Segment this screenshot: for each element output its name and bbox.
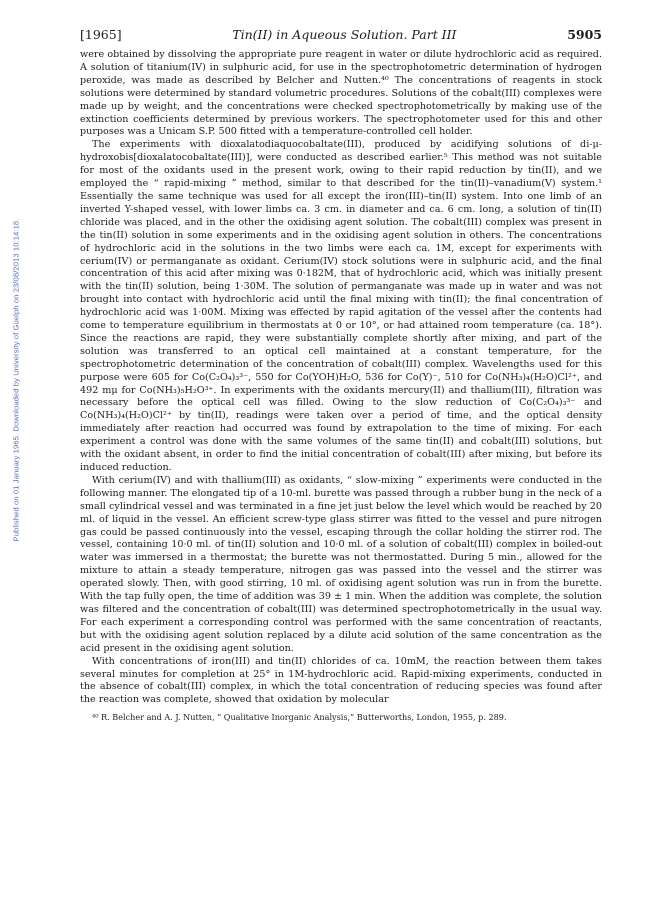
header-page-number: 5905 [567,27,602,42]
header-year: [1965] [80,27,122,42]
sidebar-note-text: Published on 01 January 1965. Downloaded by University of Guelph on 23/08/2013 10:14:18. [11,218,21,542]
paragraph-rapid-mixing: The experiments with dioxalatodiaquocobaltate(III), produced by acidifying solutions of di-μ-hydroxobis[dioxalatocobaltate(III)], were conducted as described earlier.⁵ This method was not suitable for most of the oxidants used in the present work, owing to their rapid reduction by tin(II), and we employed the “ rapid-mixing ” method, similar to that described for the tin(II)–vanadium(V) system.¹ Essentially the same technique was used for all except the iron(III)–tin(II) system. Into one limb of an inverted Y-shaped vessel, with lower limbs ca. 3 cm. in diameter and ca. 6 cm. long, a solution of tin(II) chloride was placed, and in the other the oxidising agent solution. The cobalt(III) complex was present in the tin(II) solution in some experiments and in the oxidising agent solution in others. The concentrations of hydrochloric acid in the solutions in the two limbs were each ca. 1M, except for experiments with cerium(IV) or permanganate as oxidant. Cerium(IV) stock solutions were in sulphuric acid, and the final concentration of this acid after mixing was 0·182M, that of hydrochloric acid, which was initially present with the tin(II) solution, being 1·30M. The solution of permanganate was made up in water and was not brought into contact with hydrochloric acid until the final mixing with tin(II); the final concentration of hydrochloric acid was 1·00M. Mixing was effected by rapid agitation of the vessel after the contents had come to temperature equilibrium in thermostats at 0 or 10°, or had attained room temperature (ca. 18°). Since the reactions are rapid, they were substantially complete shortly after mixing, and part of the solution was transferred to an optical cell maintained at a constant temperature, for the spectrophotometric determination of the concentration of cobalt(III) complex. Wavelengths used for this purpose were 605 for Co(C₂O₄)₃³⁻, 550 for Co(YOH)H₂O, 536 for Co(Y)⁻, 510 for Co(NH₃)₄(H₂O)Cl²⁺, and 492 mμ for Co(NH₃)₅H₂O³⁺. In experiments with the oxidants mercury(II) and thallium(III), filtration was necessary before the optical cell was filled. Owing to the slow reduction of Co(C₂O₄)₃³⁻ and Co(NH₃)₄(H₂O)Cl²⁺ by tin(II), readings were taken over a period of time, and the optical density immediately after reaction had occurred was found by extrapolation to the time of mixing. For each experiment a control was done with the same volumes of the same tin(II) and cobalt(III) solutions, but with the oxidant absent, in order to find the initial concentration of cobalt(III) after mixing, but before its induced reduction. [80,139,602,473]
journal-page [80,27,602,723]
running-header [80,27,602,49]
article-body [80,49,602,707]
paragraph-slow-mixing: With cerium(IV) and with thallium(III) as oxidants, “ slow-mixing ” experiments were conducted in the following manner. The elongated tip of a 10-ml. burette was passed through a rubber bung in the neck of a small cylindrical vessel and was terminated in a fine jet just below the level which would be reached by 20 ml. of liquid in the vessel. An efficient screw-type glass stirrer was fitted to the vessel and pure nitrogen gas could be passed continuously into the vessel, escaping through the collar holding the stirrer rod. The vessel, containing 10·0 ml. of tin(II) solution and 10·0 ml. of a solution of cobalt(III) complex in boiled-out water was immersed in a thermostat; the burette was not thermostatted. During 5 min., allowed for the mixture to attain a steady temperature, nitrogen gas was passed into the vessel and the stirrer was operated slowly. Then, with good stirring, 10 ml. of oxidising agent solution was run in from the burette. With the tap fully open, the time of addition was 39 ± 1 min. When the addition was complete, the solution was filtered and the concentration of cobalt(III) was determined spectrophotometrically in the usual way. For each experiment a corresponding control was performed with the same concentration of reactants, but with the oxidising agent solution replaced by a dilute acid solution of the same concentration as the acid present in the oxidising agent solution. [80,474,602,654]
publication-sidebar-note [8,130,24,630]
header-title: Tin(II) in Aqueous Solution. Part III [232,27,457,42]
paragraph-continuation: were obtained by dissolving the appropriate pure reagent in water or dilute hydrochloric acid as required. A solution of titanium(IV) in sulphuric acid, for use in the spectrophotometric determination of hydrogen peroxide, was made as described by Belcher and Nutten.⁴⁰ The concentrations of reagents in stock solutions were determined by standard volumetric procedures. Solutions of the cobalt(III) complexes were made up by weight, and the concentrations were checked spectrophotometrically by making use of the extinction coefficients determined by previous workers. The spectrophotometer used for this and other purposes was a Unicam S.P. 500 fitted with a temperature-controlled cell holder. [80,49,602,138]
paragraph-iron-tin: With concentrations of iron(III) and tin(II) chlorides of ca. 10mM, the reaction between them takes several minutes for completion at 25° in 1M-hydrochloric acid. Rapid-mixing experiments, conducted in the absence of cobalt(III) complex, in which the total concentration of reducing species was found after the reaction was complete, showed that oxidation by molecular [80,655,602,706]
footnote: ⁴⁰ R. Belcher and A. J. Nutten, “ Qualitative Inorganic Analysis,” Butterworths, London, 1955, p. 289. [92,712,507,723]
